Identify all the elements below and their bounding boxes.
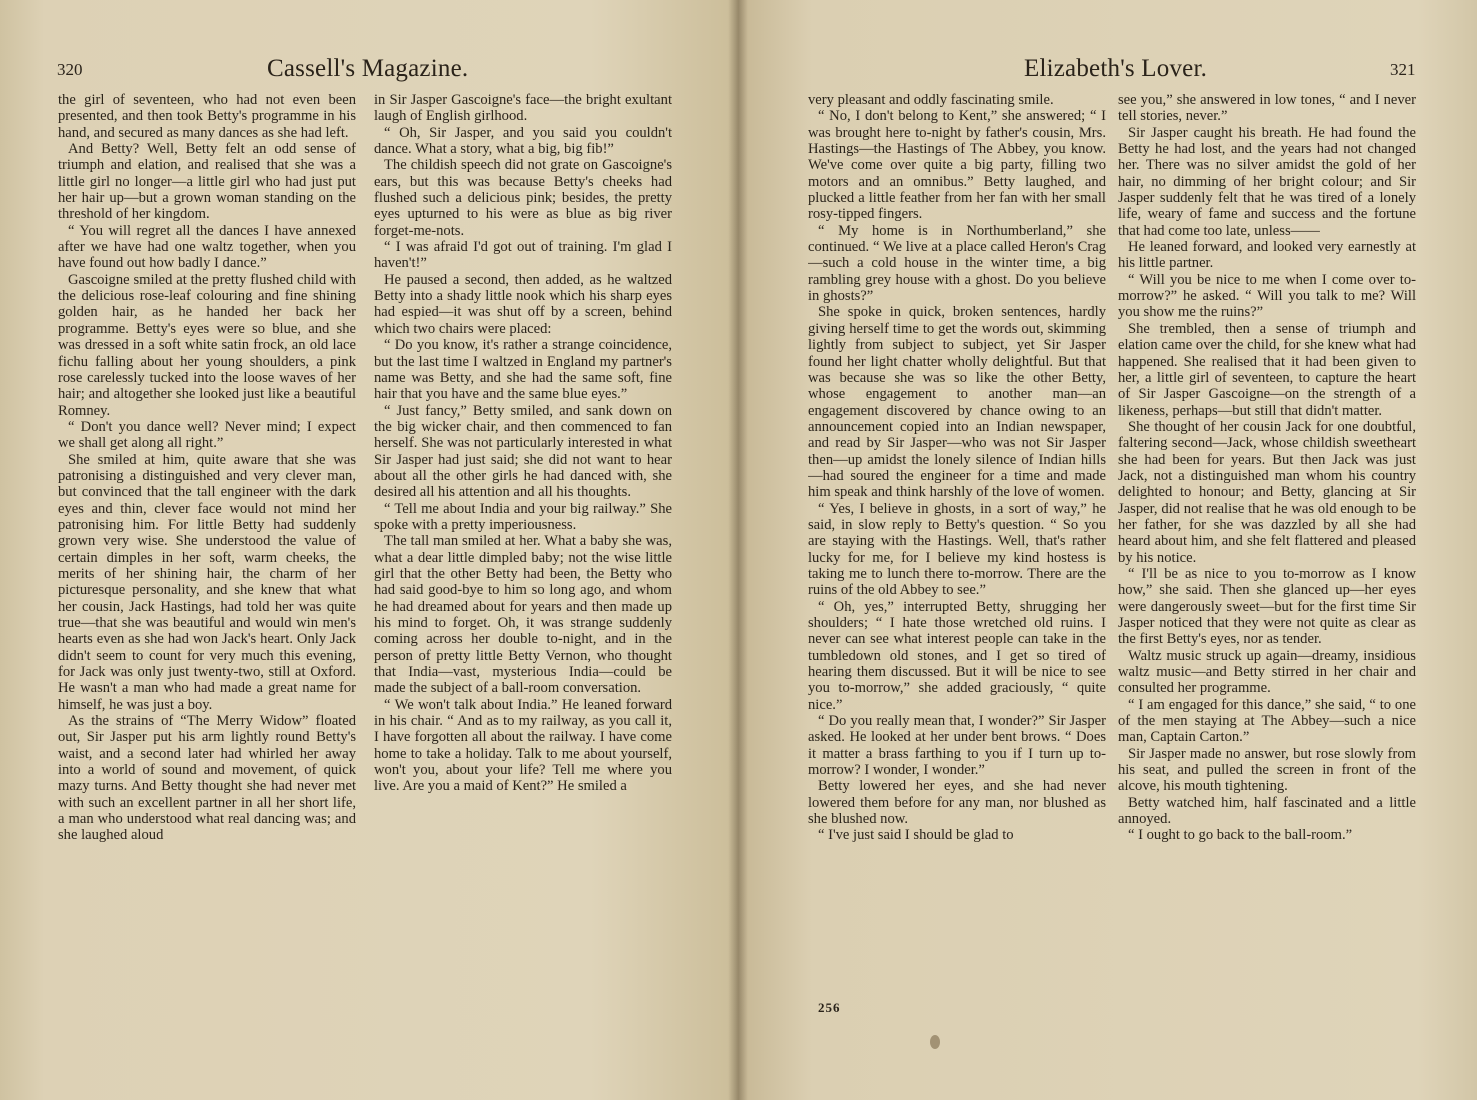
paragraph: “ I was afraid I'd got out of training. I'm glad I haven't!” (374, 239, 672, 272)
paragraph: “ Yes, I believe in ghosts, in a sort of way,” he said, in slow reply to Betty's question. “ So you are staying with the Hastings. Well, that's rather lucky for me, for I believe my kind hostess is taking me to lunch there to-morrow. There are the ruins of the old Abbey to see.” (808, 500, 1106, 599)
paragraph: He paused a second, then added, as he waltzed Betty into a shady little nook which his sharp eyes had espied—it was shut off by a screen, behind which two chairs were placed: (374, 271, 672, 337)
paragraph: She thought of her cousin Jack for one doubtful, faltering second—Jack, whose childish sweetheart she had been for years. But then Jack was just Jack, not a distinguished man whom his country delighted to honour; and Betty, glancing at Sir Jasper, did not realise that he was old enough to be her father, for she was dazzled by all she had heard about him, and she felt flattered and pleased by his notice. (1118, 418, 1416, 566)
page-number-right: 321 (1390, 60, 1416, 79)
paragraph: “ I've just said I should be glad to (818, 827, 1014, 844)
paragraph: The childish speech did not grate on Gascoigne's ears, but this was because Betty's cheeks had flushed such a delicious pink; besides, the pretty eyes upturned to his were as blue as big river forget-me-nots. (374, 157, 672, 239)
paragraph: She spoke in quick, broken sentences, hardly giving herself time to get the words out, skimming lightly from subject to subject, yet Sir Jasper found her light chatter wholly delightful. But that was because she was so like the other Betty, whose engagement to another man—an engagement discovered by chance owing to an announcement copied into an Indian newspaper, and read by Sir Jasper—who was not Sir Jasper then—up amidst the lonely silence of Indian hills—had soured the engineer for a time and made him speak and think harshly of the love of women. (808, 304, 1106, 501)
paragraph: Gascoigne smiled at the pretty flushed child with the delicious rose-leaf colouring and fine shining golden hair, as he handed her back her programme. Betty's eyes were so blue, and she was dressed in a soft white satin frock, an old lace fichu falling about her young shoulders, a pink rose carelessly tucked into the loose waves of her hair; and altogether she looked just like a beautiful Romney. (58, 271, 356, 419)
paragraph: “ Tell me about India and your big railway.” She spoke with a pretty imperiousness. (374, 500, 672, 533)
paragraph: the girl of seventeen, who had not even been presented, and then took Betty's programme in his hand, and secured as many dances as she had left. (58, 92, 356, 141)
paragraph: As the strains of “The Merry Widow” floated out, Sir Jasper put his arm lightly round Betty's waist, and a second later had whirled her away into a world of sound and movement, of quick mazy turns. And Betty thought she had never met with such an excellent partner in all her short life, a man who understood what real dancing was; and she laughed aloud (58, 713, 356, 844)
paragraph: Sir Jasper caught his breath. He had found the Betty he had lost, and the years had not changed her. There was no silver amidst the gold of her hair, no dimming of her bright colour; and Sir Jasper suddenly felt that he was tired of a lonely life, weary of fame and success and the fortune that had come too late, unless—— (1118, 124, 1416, 239)
paragraph: see you,” she answered in low tones, “ and I never tell stories, never.” (1118, 92, 1416, 125)
paragraph: “ My home is in Northumberland,” she continued. “ We live at a place called Heron's Crag—such a cold house in the winter time, a big rambling grey house with a ghost. Do you believe in ghosts?” (808, 222, 1106, 305)
paragraph: Betty lowered her eyes, and she had never lowered them before for any man, nor blushed as she blushed now. (808, 778, 1106, 828)
paragraph: She smiled at him, quite aware that she was patronising a distinguished and very clever man, but convinced that the tall engineer with the dark eyes and thin, clever face would not mind her patronising him. For little Betty had suddenly grown very wise. She understood the value of certain dimples in her soft, warm cheeks, the merits of her shining hair, the charm of her picturesque personality, and she knew that what her cousin, Jack Hastings, had told her was quite true—that she was beautiful and would win men's hearts even as she had won Jack's heart. Only Jack didn't seem to count for very much this evening, for Jack was only just twenty-two, still at Oxford. He wasn't a man who had made a great name for himself, he was just a boy. (58, 451, 356, 713)
paragraph: “ I am engaged for this dance,” she said, “ to one of the men staying at The Abbey—such a nice man, Captain Carton.” (1118, 696, 1416, 746)
running-title-left: Cassell's Magazine. (267, 55, 469, 82)
running-title-right: Elizabeth's Lover. (1024, 55, 1208, 82)
paragraph: “ No, I don't belong to Kent,” she answered; “ I was brought here to-night by father's cousin, Mrs. Hastings—the Hastings of The Abbey, you know. We've come over quite a big party, filling two motors and an omnibus.” Betty laughed, and plucked a little feather from her fan with her small rosy-tipped fingers. (808, 108, 1106, 223)
folio-number: 256 (818, 1000, 841, 1015)
paragraph: Sir Jasper made no answer, but rose slowly from his seat, and pulled the screen in front of the alcove, his mouth tightening. (1118, 745, 1416, 795)
left-column-2 (374, 92, 672, 1022)
paragraph: Waltz music struck up again—dreamy, insidious waltz music—and Betty stirred in her chair and consulted her programme. (1118, 647, 1416, 697)
paragraph: “ I'll be as nice to you to-morrow as I know how,” she said. Then she glanced up—her eyes were dangerously sweet—but for the first time Sir Jasper noticed that they were not quite as clear as the first Betty's eyes, nor as tender. (1118, 565, 1416, 648)
paragraph: “ Just fancy,” Betty smiled, and sank down on the big wicker chair, and then commenced to fan herself. She was not particularly interested in what Sir Jasper had just said; she did not want to hear about all the other girls he had danced with, she desired all his attention and all his thoughts. (374, 402, 672, 501)
paragraph: The tall man smiled at her. What a baby she was, what a dear little dimpled baby; not the wise little girl that the other Betty had been, the Betty who had said good-bye to him so long ago, and whom he had dreamed about for years and then made up his mind to forget. Oh, it was strange suddenly coming across her double to-night, and in the person of pretty little Betty Vernon, who thought that India—vast, mysterious India—could be made the subject of a ball-room conversation. (374, 533, 672, 697)
paragraph: very pleasant and oddly fascinating smile. (808, 92, 1054, 108)
left-page (0, 0, 738, 1100)
right-column-2 (1118, 92, 1416, 1022)
paragraph: “ Will you be nice to me when I come over to-morrow?” he asked. “ Will you talk to me? Will you show me the ruins?” (1118, 271, 1416, 321)
paragraph: “ Oh, Sir Jasper, and you said you couldn't dance. What a story, what a big, big fib!” (374, 124, 672, 158)
paragraph: He leaned forward, and looked very earnestly at his little partner. (1118, 239, 1416, 272)
paragraph: “ Don't you dance well? Never mind; I expect we shall get along all right.” (58, 418, 356, 452)
book-gutter (728, 0, 748, 1100)
paragraph: “ We won't talk about India.” He leaned forward in his chair. “ And as to my railway, as you call it, I have forgotten all about the railway. I have come home to take a holiday. Talk to me about yourself, won't you, about your life? Tell me where you live. Are you a maid of Kent?” He smiled a (374, 696, 672, 795)
paragraph: “ I ought to go back to the ball-room.” (1128, 827, 1353, 844)
right-page (738, 0, 1477, 1100)
paragraph: She trembled, then a sense of triumph and elation came over the child, for she knew what had happened. She realised that it had been given to her, a little girl of seventeen, to capture the heart of Sir Jasper Gascoigne—on the strength of a likeness, perhaps—but still that didn't matter. (1118, 320, 1416, 419)
paragraph: “ Oh, yes,” interrupted Betty, shrugging her shoulders; “ I hate those wretched old ruins. I never can see what interest people can take in the tumbledown old stones, and I get so tired of hearing them discussed. But it will be nice to see you to-morrow,” she added graciously, “ quite nice.” (808, 598, 1106, 713)
left-column-1 (58, 92, 356, 1022)
paragraph: Betty watched him, half fascinated and a little annoyed. (1118, 794, 1416, 828)
page-number-left: 320 (57, 60, 83, 79)
paragraph: “ Do you know, it's rather a strange coincidence, but the last time I waltzed in England my partner's name was Betty, and she had the same soft, fine hair that you have and the same blue eyes.” (374, 337, 672, 403)
ink-smudge (930, 1035, 940, 1049)
paragraph: “ You will regret all the dances I have annexed after we have had one waltz together, when you have found out how badly I dance.” (58, 222, 356, 272)
paragraph: “ Do you really mean that, I wonder?” Sir Jasper asked. He looked at her under bent brows. “ Does it matter a brass farthing to you if I turn up to-morrow? I wonder, I wonder.” (808, 713, 1106, 779)
right-column-1 (808, 92, 1106, 1022)
paragraph: in Sir Jasper Gascoigne's face—the bright exultant laugh of English girlhood. (374, 92, 672, 125)
paragraph: And Betty? Well, Betty felt an odd sense of triumph and elation, and realised that she was a little girl no longer—a little girl who had just put her hair up—but a grown woman standing on the threshold of her kingdom. (58, 141, 356, 223)
